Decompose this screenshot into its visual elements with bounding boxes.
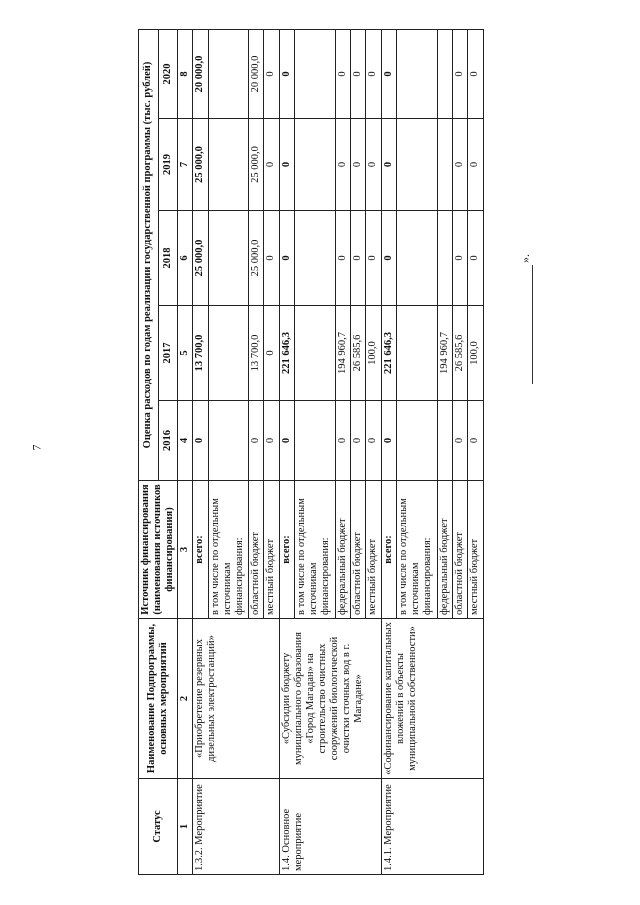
row-value: 100,0 — [468, 306, 484, 401]
column-number: 6 — [178, 211, 193, 306]
row-status: 1.3.2. Мероприятие — [193, 779, 280, 875]
row-value — [295, 119, 335, 211]
row-value: 25 000,0 — [248, 119, 263, 211]
row-value: 0 — [381, 30, 396, 119]
row-value: 0 — [468, 401, 484, 481]
row-value: 0 — [350, 211, 365, 306]
row-value — [397, 119, 437, 211]
row-value: 0 — [381, 401, 396, 481]
closing-mark: ». — [512, 254, 533, 384]
row-value: 0 — [366, 30, 381, 119]
row-source: областной бюджет — [452, 481, 467, 619]
row-name: «Приобретение резервных дизельных электростанций» — [193, 619, 280, 779]
row-value: 13 700,0 — [248, 306, 263, 401]
budget-table — [138, 29, 484, 875]
row-status: 1.4.1. Мероприятие — [381, 779, 483, 875]
row-value — [295, 401, 335, 481]
header-year-2016: 2016 — [158, 401, 178, 481]
row-value: 0 — [279, 30, 294, 119]
row-value: 0 — [350, 30, 365, 119]
row-source: всего: — [279, 481, 294, 619]
row-value: 0 — [279, 119, 294, 211]
budget-table-container — [138, 30, 481, 875]
column-number: 3 — [178, 481, 193, 619]
row-value: 0 — [468, 119, 484, 211]
row-value: 0 — [381, 119, 396, 211]
header-year-2020: 2020 — [158, 30, 178, 119]
row-value: 0 — [468, 30, 484, 119]
row-value — [208, 401, 248, 481]
row-value: 0 — [264, 30, 279, 119]
column-number: 2 — [178, 619, 193, 779]
page-number: 7 — [29, 444, 44, 451]
row-value: 25 000,0 — [193, 211, 208, 306]
table-row — [279, 30, 294, 875]
row-value — [437, 119, 452, 211]
row-source: местный бюджет — [264, 481, 279, 619]
header-year-2017: 2017 — [158, 306, 178, 401]
row-value: 0 — [452, 401, 467, 481]
row-value: 0 — [350, 119, 365, 211]
column-number: 1 — [178, 779, 193, 875]
row-value: 25 000,0 — [193, 119, 208, 211]
row-value: 26 585,6 — [350, 306, 365, 401]
row-source: областной бюджет — [248, 481, 263, 619]
row-value: 0 — [468, 211, 484, 306]
row-value: 0 — [264, 306, 279, 401]
row-value — [397, 30, 437, 119]
row-source: федеральный бюджет — [335, 481, 350, 619]
row-value: 0 — [279, 401, 294, 481]
header-estimate: Оценка расходов по годам реализации государственной программы (тыс. рублей) — [139, 30, 159, 481]
row-value: 20 000,0 — [193, 30, 208, 119]
row-value — [437, 30, 452, 119]
row-value: 0 — [264, 211, 279, 306]
row-value: 25 000,0 — [248, 211, 263, 306]
row-value — [437, 401, 452, 481]
row-value: 0 — [381, 211, 396, 306]
row-value — [397, 211, 437, 306]
row-name: «Субсидии бюджету муниципального образования «Город Магадан» на строительство очистных сооружений биологической очистки сточных вод в г. Магадане» — [279, 619, 381, 779]
row-value: 0 — [279, 211, 294, 306]
row-value: 0 — [452, 211, 467, 306]
row-value: 0 — [248, 401, 263, 481]
row-value — [295, 30, 335, 119]
row-value: 0 — [366, 119, 381, 211]
table-row — [193, 30, 208, 875]
column-number: 5 — [178, 306, 193, 401]
header-name: Наименование Подпрограммы, основных мероприятий — [139, 619, 178, 779]
row-value: 0 — [193, 401, 208, 481]
row-source: в том числе по отдельным источникам финансирования: — [295, 481, 335, 619]
row-value — [397, 401, 437, 481]
header-year-2018: 2018 — [158, 211, 178, 306]
row-value: 0 — [335, 30, 350, 119]
row-value: 221 646,3 — [279, 306, 294, 401]
row-value: 100,0 — [366, 306, 381, 401]
row-value — [295, 211, 335, 306]
row-source: местный бюджет — [468, 481, 484, 619]
row-value: 0 — [335, 211, 350, 306]
row-value: 0 — [264, 401, 279, 481]
row-value — [437, 211, 452, 306]
row-value — [397, 306, 437, 401]
row-source: федеральный бюджет — [437, 481, 452, 619]
column-number: 7 — [178, 119, 193, 211]
row-source: местный бюджет — [366, 481, 381, 619]
row-value: 0 — [366, 211, 381, 306]
row-value: 0 — [335, 401, 350, 481]
row-value: 0 — [366, 401, 381, 481]
row-value: 0 — [452, 119, 467, 211]
row-value: 0 — [452, 30, 467, 119]
row-source: всего: — [193, 481, 208, 619]
row-value — [208, 306, 248, 401]
row-source: областной бюджет — [350, 481, 365, 619]
column-number: 4 — [178, 401, 193, 481]
header-source: Источник финансирования (наименования источников финансирования) — [139, 481, 178, 619]
row-value — [208, 119, 248, 211]
row-source: в том числе по отдельным источникам финансирования: — [208, 481, 248, 619]
row-value: 26 585,6 — [452, 306, 467, 401]
row-source: всего: — [381, 481, 396, 619]
row-value: 194 960,7 — [437, 306, 452, 401]
row-status: 1.4. Основное мероприятие — [279, 779, 381, 875]
row-value — [208, 30, 248, 119]
row-value: 0 — [264, 119, 279, 211]
column-number: 8 — [178, 30, 193, 119]
row-value: 0 — [335, 119, 350, 211]
table-row — [381, 30, 396, 875]
row-value: 0 — [350, 401, 365, 481]
row-value: 20 000,0 — [248, 30, 263, 119]
header-year-2019: 2019 — [158, 119, 178, 211]
row-value — [295, 306, 335, 401]
row-name: «Софинансирование капитальных вложений в объекты муниципальной собственности» — [381, 619, 483, 779]
row-source: в том числе по отдельным источникам финансирования: — [397, 481, 437, 619]
row-value — [208, 211, 248, 306]
row-value: 221 646,3 — [381, 306, 396, 401]
header-status: Статус — [139, 779, 178, 875]
row-value: 13 700,0 — [193, 306, 208, 401]
row-value: 194 960,7 — [335, 306, 350, 401]
